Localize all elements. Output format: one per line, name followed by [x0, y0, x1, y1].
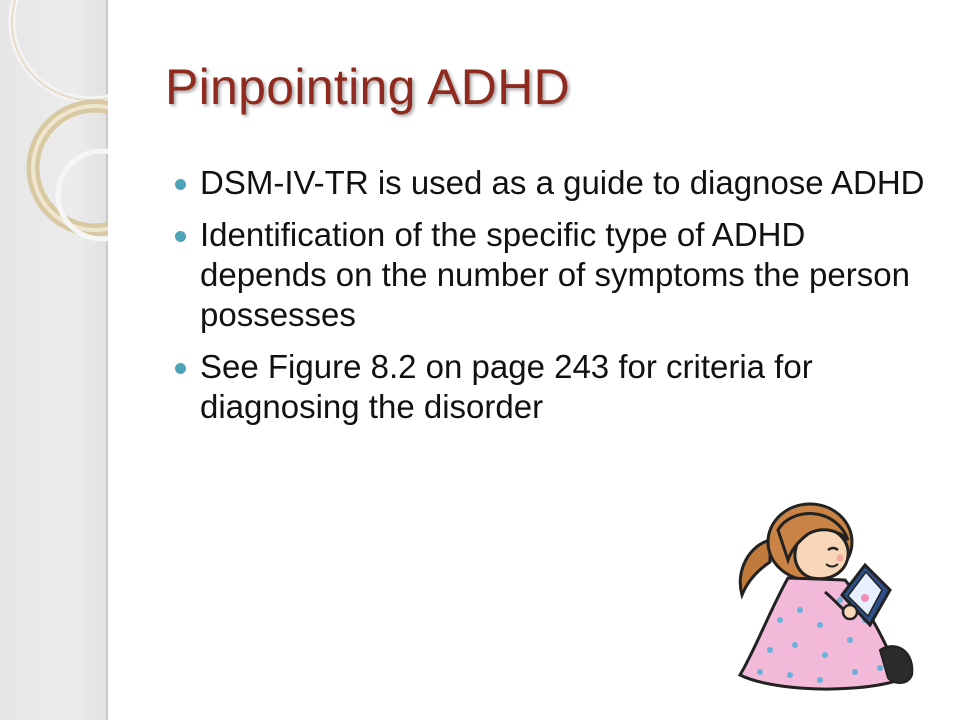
bullet-item [200, 347, 940, 427]
bullet-marker-icon [175, 363, 186, 374]
bullet-text: Identification of the specific type of ADHD depends on the number of symptoms the person possesses [200, 216, 910, 333]
bullet-marker-icon [175, 231, 186, 242]
decorative-rings-icon [0, 0, 108, 720]
girl-reading-book-icon [730, 500, 930, 710]
girl-reading-illustration [730, 500, 930, 715]
bullet-item [200, 215, 940, 335]
slide-title: Pinpointing ADHD [165, 59, 571, 115]
bullet-text: DSM-IV-TR is used as a guide to diagnose ADHD [200, 164, 925, 201]
bullet-item [200, 163, 940, 203]
bullet-list [200, 163, 940, 439]
bullet-marker-icon [175, 179, 186, 190]
bullet-text: See Figure 8.2 on page 243 for criteria for diagnosing the disorder [200, 348, 813, 425]
decorative-side-panel [0, 0, 108, 720]
